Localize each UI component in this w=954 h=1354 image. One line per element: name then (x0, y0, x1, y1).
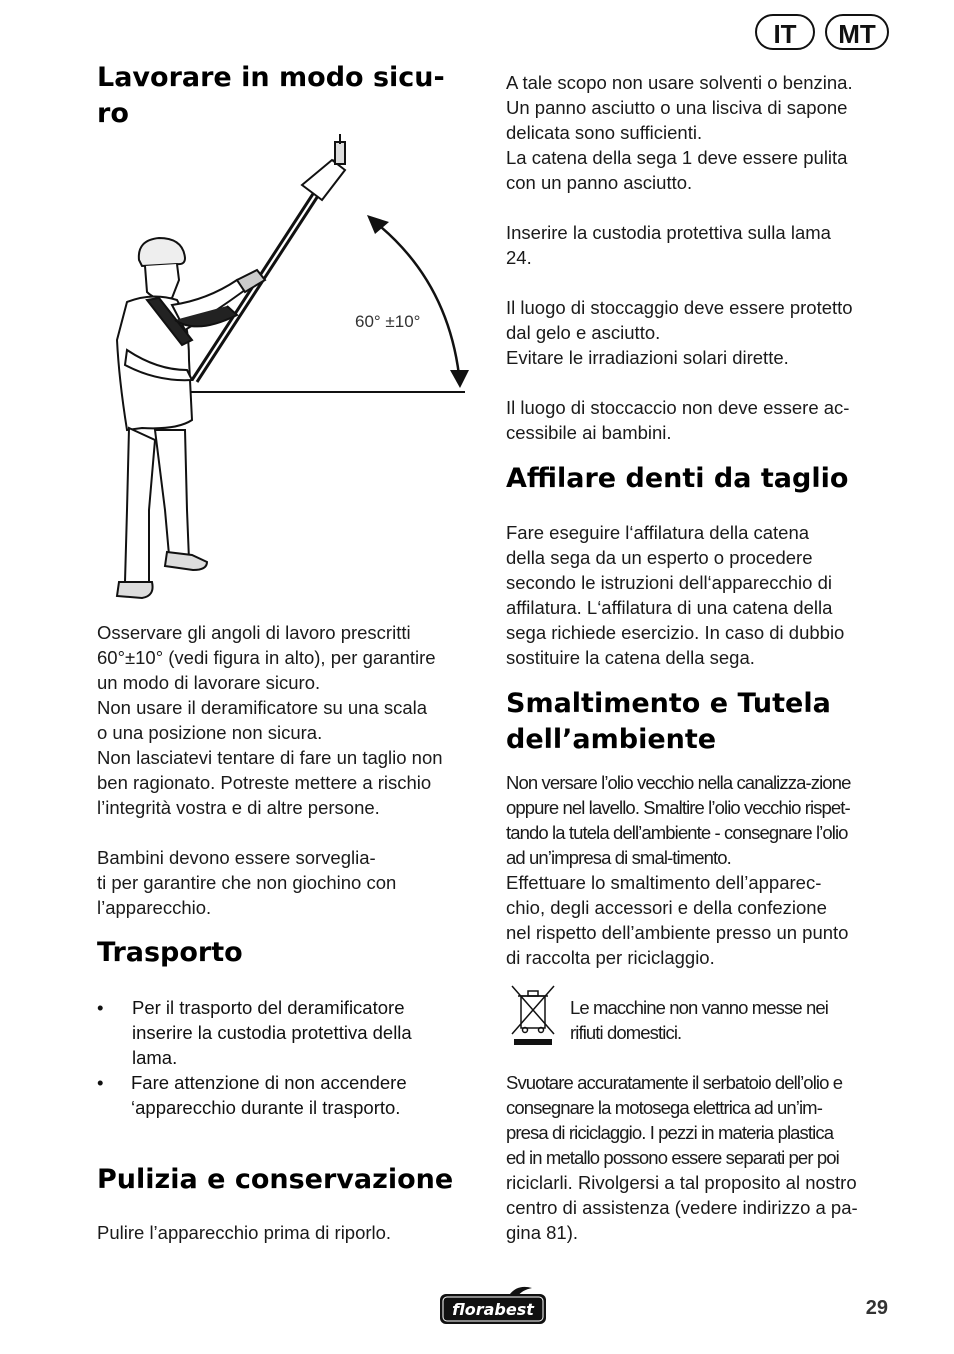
section-title-disposal: Smaltimento e Tutela dell’ambiente (506, 688, 831, 755)
language-badge-mt: MT (825, 14, 889, 50)
storage-paragraph-2: Il luogo di stoccaccio non deve essere ac- cessibile ai bambini. (506, 397, 850, 443)
section-title-cleaning: Pulizia e conservazione (97, 1164, 454, 1195)
disposal-paragraph-recycle-2: riciclarli. Rivolgersi a tal proposito al nostro centro di assistenza (vedere indirizzo a pa- gina 81). (506, 1172, 858, 1243)
disposal-paragraph-oil: Non versare l’olio vecchio nella canalizza-zione oppure nel lavello. Smaltire l’olio vecchio rispet- tando la tutela dell’ambiente - consegnare l’olio ad un’impresa di smal-timento. (506, 772, 851, 868)
care-paragraph-2: Inserire la custodia protettiva sulla lama 24. (506, 222, 831, 268)
storage-paragraph-1: Il luogo di stoccaggio deve essere protetto dal gelo e asciutto. Evitare le irradiazioni solari dirette. (506, 297, 853, 368)
section-title-transport: Trasporto (97, 937, 243, 968)
working-angle-illustration (97, 130, 487, 610)
weee-notice: Le macchine non vanno messe nei rifiuti domestici. (570, 997, 829, 1043)
angle-label: 60° ±10° (355, 312, 421, 331)
transport-bullet-1: • Per il trasporto del deramificatore inserire la custodia protettiva della lama. (97, 997, 412, 1068)
brand-name: florabest (452, 1300, 534, 1319)
page-number: 29 (865, 1297, 888, 1319)
section-title-safe-work: Lavorare in modo sicu- ro (97, 62, 445, 129)
disposal-paragraph-device: Effettuare lo smaltimento dell’apparec- chio, degli accessori e della confezione nel rispetto dell’ambiente presso un punto di raccolta per riciclaggio. (506, 872, 849, 968)
bullet-marker: • (97, 1072, 104, 1093)
safe-work-paragraph-2: Bambini devono essere sorveglia- ti per garantire che non giochino con l’apparecchio. (97, 847, 397, 918)
language-badge-it: IT (755, 14, 815, 50)
bullet-marker: • (97, 997, 104, 1018)
section-title-sharpening: Affilare denti da taglio (506, 463, 849, 494)
disposal-paragraph-recycle-1: Svuotare accuratamente il serbatoio dell’olio e consegnare la motosega elettrica ad un’im- presa di riciclaggio. I pezzi in materia plastica ed in metallo possono essere separati per poi (506, 1072, 843, 1168)
florabest-logo (438, 1286, 548, 1326)
sharpening-paragraph: Fare eseguire l‘affilatura della catena della sega da un esperto o procedere secondo le istruzioni dell‘apparecchio di affilatura. L‘affilatura di una catena della sega richiede esercizio. In caso di dubbio sostituire la catena della sega. (506, 522, 845, 668)
transport-bullet-2: • Fare attenzione di non accendere ‘apparecchio durante il trasporto. (97, 1072, 407, 1118)
care-paragraph-1: A tale scopo non usare solventi o benzina. Un panno asciutto o una lisciva di sapone delicata sono sufficienti. La catena della sega 1 deve essere pulita con un panno asciutto. (506, 72, 853, 193)
crossed-out-bin-icon (508, 984, 558, 1048)
cleaning-paragraph: Pulire l’apparecchio prima di riporlo. (97, 1222, 392, 1243)
safe-work-paragraph-1: Osservare gli angoli di lavoro prescritti 60°±10° (vedi figura in alto), per garantire un modo di lavorare sicuro. Non usare il deramificatore su una scala o una posizione non sicura. Non lasciatevi tentare di fare un taglio non ben ragionato. Potreste mettere a rischio l’integrità vostra e di altre persone. (97, 622, 443, 818)
